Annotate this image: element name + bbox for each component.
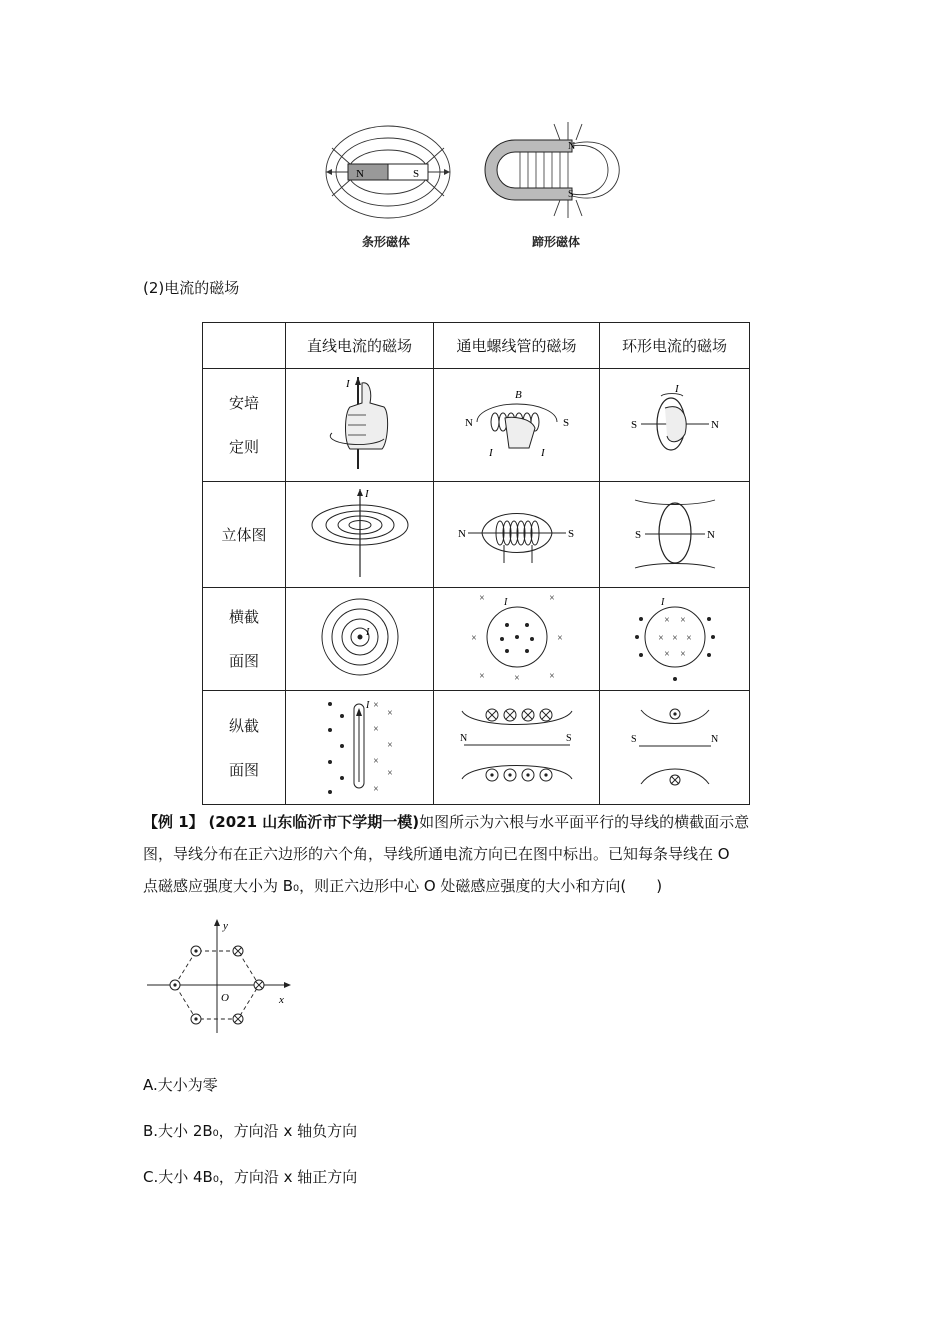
svg-text:S: S (634, 528, 641, 541)
header-loop-current: 环形电流的磁场 (600, 323, 750, 369)
example-source: (2021 山东临沂市下学期一模) (208, 813, 420, 831)
svg-text:N: N (464, 417, 473, 429)
cross-straight-wire-diagram (310, 589, 410, 685)
svg-text:×: × (663, 615, 670, 626)
bar-s-pole: S (413, 168, 420, 180)
hex-origin-label: O (221, 992, 229, 1004)
svg-text:×: × (548, 671, 555, 682)
cross-loop-diagram (625, 589, 725, 685)
svg-text:×: × (671, 633, 678, 644)
svg-text:S: S (630, 419, 637, 431)
svg-text:×: × (657, 633, 664, 644)
svg-text:N: N (710, 733, 718, 745)
svg-text:I: I (488, 447, 493, 459)
svg-text:×: × (685, 633, 692, 644)
svg-text:×: × (478, 671, 485, 682)
ampere-solenoid-cell (434, 369, 600, 482)
example-line-2: 图，导线分布在正六边形的六个角，导线所通电流方向已在图中标出。已知每条导线在 O (143, 845, 730, 863)
svg-text:I: I (365, 627, 369, 638)
table-row (203, 588, 750, 691)
hex-y-label: y (223, 920, 228, 932)
hexagon-wire-figure (145, 915, 295, 1040)
svg-text:×: × (679, 615, 686, 626)
svg-text:S: S (567, 527, 574, 540)
cross-straight-cell (286, 588, 434, 691)
ampere-loop-cell (600, 369, 750, 482)
horseshoe-magnet-label: 蹄形磁体 (532, 235, 581, 249)
svg-text:×: × (372, 783, 379, 795)
example-line-3: 点磁感应强度大小为 B₀，则正六边形中心 O 处磁感应强度的大小和方向( ) (143, 877, 663, 895)
svg-text:B: B (514, 389, 522, 401)
row-label-ampere: 安培 定则 (203, 369, 286, 482)
row-label-longitudinal: 纵截 面图 (203, 691, 286, 805)
example-paragraph (143, 806, 823, 902)
svg-text:N: N (706, 528, 715, 541)
example-tag: 【例 1】 (143, 813, 204, 831)
svg-text:N: N (459, 732, 467, 744)
example-line-1 (143, 806, 823, 838)
long-loop-diagram (625, 698, 725, 794)
hand-straight-wire-icon (310, 373, 410, 473)
svg-text:I: I (364, 487, 369, 500)
header-cell-empty (203, 323, 286, 369)
3d-loop-diagram (625, 488, 725, 578)
svg-text:I: I (503, 597, 507, 608)
3d-solenoid-cell (434, 482, 600, 588)
svg-text:×: × (372, 755, 379, 767)
magnetic-field-table (202, 322, 750, 805)
row-label-3d: 立体图 (203, 482, 286, 588)
header-solenoid: 通电螺线管的磁场 (434, 323, 600, 369)
table-header-row (203, 323, 750, 369)
long-straight-cell (286, 691, 434, 805)
bar-magnet-figure (318, 118, 458, 228)
section-title: (2)电流的磁场 (143, 279, 240, 297)
svg-text:×: × (470, 633, 477, 644)
option-b: B.大小 2B₀，方向沿 x 轴负方向 (143, 1122, 358, 1140)
long-solenoid-diagram (452, 701, 582, 791)
horseshoe-s-pole: S (568, 189, 574, 200)
svg-text:×: × (556, 633, 563, 644)
horseshoe-n-pole: N (568, 141, 576, 152)
long-straight-wire-diagram (310, 696, 410, 796)
header-straight-current: 直线电流的磁场 (286, 323, 434, 369)
svg-text:×: × (372, 723, 379, 735)
svg-text:×: × (386, 707, 393, 719)
svg-text:N: N (457, 527, 466, 540)
table-row (203, 482, 750, 588)
svg-text:S: S (562, 417, 569, 429)
row-label-cross: 横截 面图 (203, 588, 286, 691)
svg-text:×: × (679, 649, 686, 660)
cross-loop-cell (600, 588, 750, 691)
cross-solenoid-diagram (462, 589, 572, 685)
svg-text:N: N (710, 419, 719, 431)
horseshoe-magnet-figure (480, 118, 640, 228)
hand-solenoid-icon (457, 378, 577, 468)
bar-magnet-label: 条形磁体 (362, 235, 411, 249)
svg-text:×: × (513, 673, 520, 684)
svg-text:S: S (630, 733, 637, 745)
long-loop-cell (600, 691, 750, 805)
3d-loop-cell (600, 482, 750, 588)
svg-text:×: × (663, 649, 670, 660)
svg-text:I: I (345, 378, 350, 390)
svg-text:×: × (372, 699, 379, 711)
cross-solenoid-cell (434, 588, 600, 691)
hex-x-label: x (279, 994, 284, 1006)
table-row (203, 691, 750, 805)
svg-text:I: I (365, 699, 369, 711)
svg-text:I: I (540, 447, 545, 459)
svg-text:S: S (565, 732, 572, 744)
svg-text:×: × (548, 593, 555, 604)
bar-n-pole: N (356, 168, 364, 180)
svg-text:I: I (674, 383, 679, 395)
hand-loop-icon (625, 378, 725, 468)
3d-solenoid-diagram (452, 493, 582, 573)
option-a: A.大小为零 (143, 1076, 218, 1094)
3d-straight-cell (286, 482, 434, 588)
svg-text:×: × (386, 767, 393, 779)
svg-text:×: × (478, 593, 485, 604)
table-row (203, 369, 750, 482)
3d-straight-wire-diagram (305, 485, 415, 581)
example-line1-text: 如图所示为六根与水平面平行的导线的横截面示意 (419, 813, 750, 831)
option-c: C.大小 4B₀，方向沿 x 轴正方向 (143, 1168, 358, 1186)
long-solenoid-cell (434, 691, 600, 805)
svg-text:I: I (660, 597, 664, 608)
ampere-straight-cell (286, 369, 434, 482)
svg-text:×: × (386, 739, 393, 751)
